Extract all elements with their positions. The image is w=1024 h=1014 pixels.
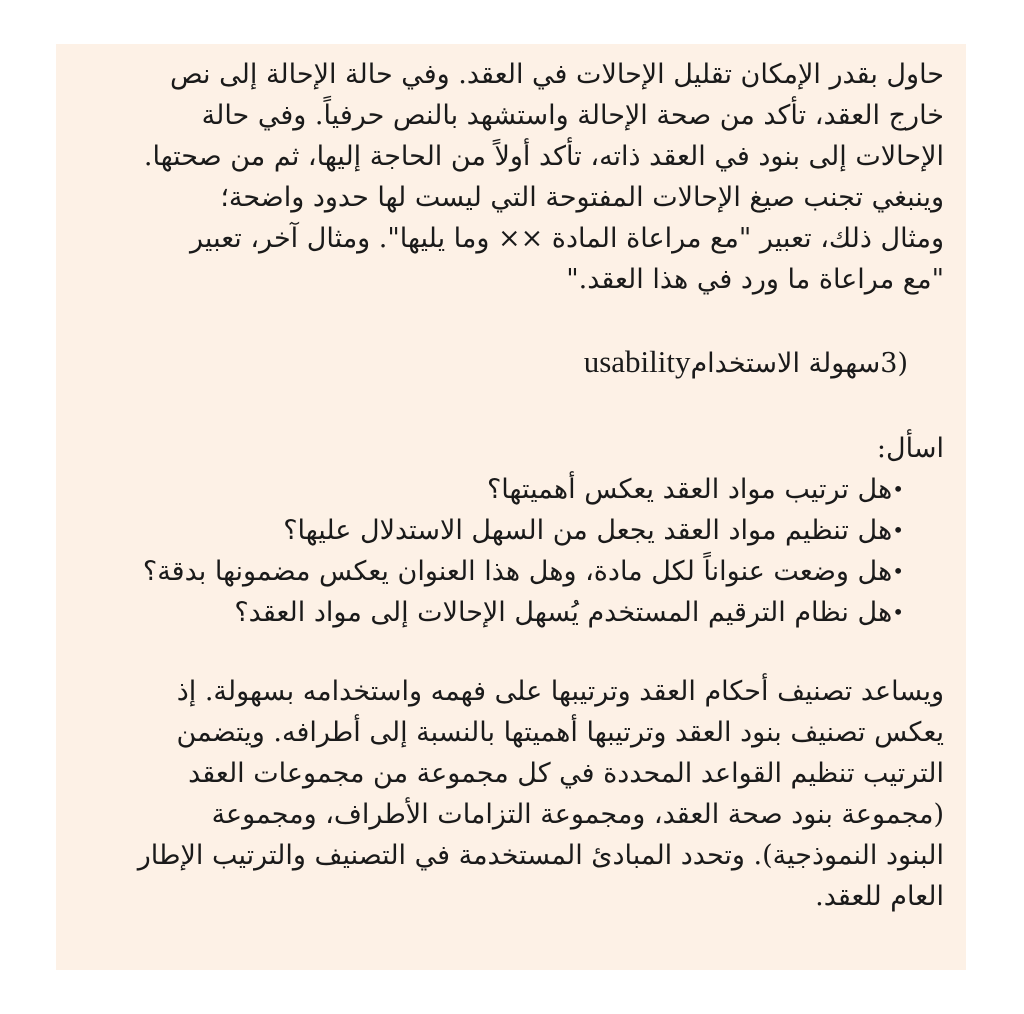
text-line: "مع مراعاة ما ورد في هذا العقد." — [566, 264, 944, 295]
ask-label: اسأل: — [876, 433, 944, 464]
bullet-icon: • — [892, 559, 904, 583]
question-text: هل نظام الترقيم المستخدم يُسهل الإحالات إلى مواد العقد؟ — [234, 597, 893, 628]
document-page — [56, 44, 966, 970]
text-line: خارج العقد، تأكد من صحة الإحالة واستشهد بالنص حرفياً. وفي حالة — [201, 100, 944, 131]
section-number: (3 — [880, 348, 908, 379]
text-line: حاول بقدر الإمكان تقليل الإحالات في العقد. وفي حالة الإحالة إلى نص — [169, 59, 944, 90]
text-line: ويساعد تصنيف أحكام العقد وترتيبها على فهمه واستخدامه بسهولة. إذ — [176, 676, 944, 707]
section-title-arabic: سهولة الاستخدام — [690, 348, 881, 379]
list-item — [84, 551, 904, 592]
question-text: هل تنظيم مواد العقد يجعل من السهل الاستدلال عليها؟ — [283, 515, 893, 546]
list-item — [84, 469, 904, 510]
bullet-icon: • — [892, 518, 904, 542]
bullet-icon: • — [892, 600, 904, 624]
document-content — [84, 54, 944, 917]
text-line: الإحالات إلى بنود في العقد ذاته، تأكد أولاً من الحاجة إليها، ثم من صحتها. — [143, 141, 944, 172]
section-heading — [84, 341, 944, 384]
text-line: الترتيب تنظيم القواعد المحددة في كل مجموعة من مجموعات العقد — [188, 758, 944, 789]
text-line: العام للعقد. — [815, 881, 944, 912]
text-line: يعكس تصنيف بنود العقد وترتيبها أهميتها بالنسبة إلى أطرافه. ويتضمن — [176, 717, 944, 748]
text-line: ومثال ذلك، تعبير "مع مراعاة المادة ×× وما يليها". ومثال آخر، تعبير — [190, 223, 944, 254]
text-line: (مجموعة بنود صحة العقد، ومجموعة التزامات الأطراف، ومجموعة — [211, 799, 944, 830]
list-item — [84, 592, 904, 633]
list-item — [84, 510, 904, 551]
paragraph-references — [84, 54, 944, 300]
paragraph-classification — [84, 671, 944, 917]
text-line: وينبغي تجنب صيغ الإحالات المفتوحة التي ليست لها حدود واضحة؛ — [220, 182, 944, 213]
question-text: هل وضعت عنواناً لكل مادة، وهل هذا العنوان يعكس مضمونها بدقة؟ — [142, 556, 893, 587]
question-text: هل ترتيب مواد العقد يعكس أهميتها؟ — [486, 474, 893, 505]
text-line: البنود النموذجية). وتحدد المبادئ المستخدمة في التصنيف والترتيب الإطار — [137, 840, 944, 871]
question-list — [84, 469, 944, 633]
section-title-english: usability — [583, 344, 691, 379]
bullet-icon: • — [892, 477, 904, 501]
